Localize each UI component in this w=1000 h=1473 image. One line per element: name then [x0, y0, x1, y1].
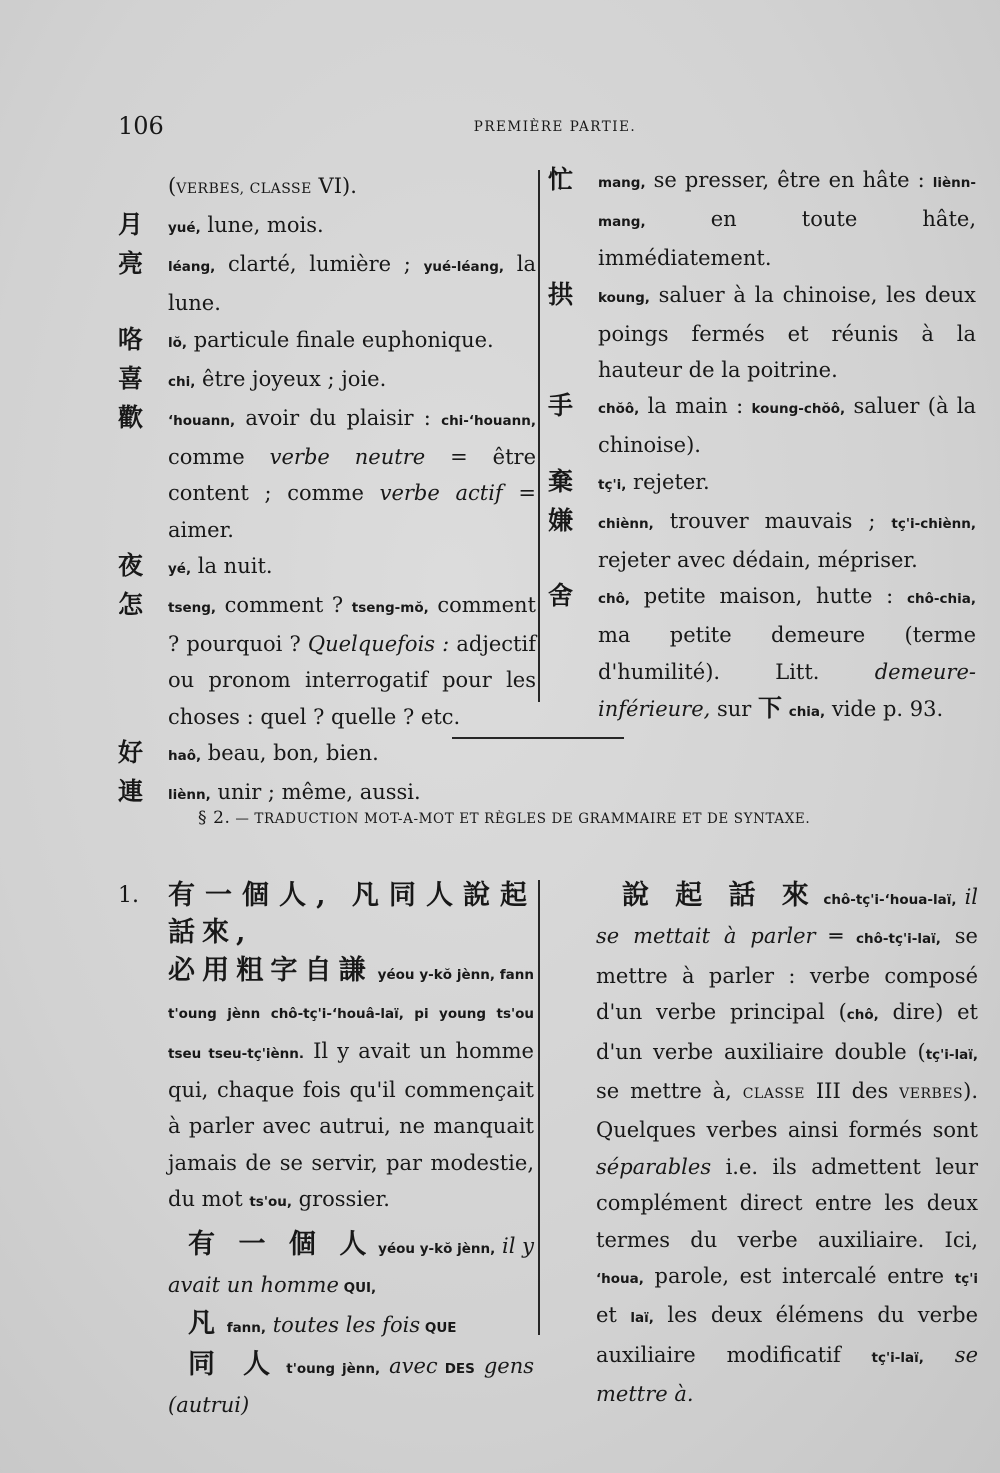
gloss-line: 凡 fann, toutes les fois QUE: [188, 1308, 457, 1340]
vocab-entry: 咯 lŏ, particule finale euphonique.: [118, 324, 494, 354]
grammar-note: 說 起 話 來 chô-tç'i-‘houa-laï, il se mettait à parler ═ chô-tç'i-laï, se mettre à parler : verbe composé d'un verbe principal (chô, dire) et d'un verbe auxiliaire double (tç'i-laï, se mettre à, CLASSE III des VERBES). Quelques verbes ainsi formés sont séparables i.e. ils admettent leur complément direct entre les deux termes du verbe auxiliaire. Ici, ‘houa, parole, est intercalé entre tç'i et laï, les deux élémens du verbe auxiliaire modificatif tç'i-laï, se mettre à.: [596, 880, 979, 1407]
chinese-character: 喜: [118, 363, 144, 393]
vocab-entry: 忙 mang, se presser, être en hâte : liènn-mang, en toute hâte, immédiatement.: [548, 165, 976, 271]
section-separator: [452, 737, 624, 739]
chinese-character: 亮: [118, 249, 144, 279]
running-head: PREMIÈRE PARTIE.: [473, 119, 637, 135]
page-number: 106: [118, 112, 164, 140]
vocab-entry: 嫌 chiènn, trouver mauvais ; tç'i-chiènn, rejeter avec dédain, mépriser.: [548, 505, 976, 573]
sentence-paragraph: 1. 有一個人, 凡同人說起話來, 必用粗字自謙 yéou y-kŏ jènn, fann t'oung jènn chô-tç'i-‘houâ-laï, pi young ts'ou tseu tseu-tç'iènn. Il y avait un homme qui, chaque fois qu'il commençait à parler avec autrui, ne manquait jamais de se servir, par modestie, du mot ts'ou, grossier.: [118, 880, 535, 1212]
chinese-character: 連: [118, 777, 144, 807]
sentence-number: 1.: [118, 883, 139, 908]
vocab-entry: 手 chŏô, la main : koung-chŏô, saluer (à la chinoise).: [548, 391, 977, 458]
chinese-character: 月: [118, 210, 144, 239]
chinese-characters: 有 一 個 人: [188, 1228, 374, 1260]
column-divider: [538, 170, 540, 702]
gloss-line: 有 一 個 人 yéou y-kŏ jènn, il y avait un homme QUI,: [168, 1228, 534, 1298]
chinese-character: 忙: [548, 165, 574, 194]
chinese-character: 下: [758, 692, 782, 722]
vocabulary-left-column: [118, 168, 536, 813]
chinese-characters: 凡: [188, 1308, 222, 1340]
chinese-character: 好: [118, 737, 144, 767]
chinese-character: 拱: [548, 279, 574, 309]
vocab-entry: 亮 léang, clarté, lumière ; yué-léang, la lune.: [118, 249, 536, 316]
vocab-entry: 月 yué, lune, mois.: [118, 210, 324, 239]
chinese-character: 怎: [118, 590, 144, 620]
vocab-entry: 拱 koung, saluer à la chinoise, les deux poings fermés et réunis à la hauteur de la poitrine.: [548, 279, 976, 383]
vocab-entry: 舍 chô, petite maison, hutte : chô-chia, ma petite demeure (terme d'humilité). Litt. demeure-inférieure, sur 下 chia, vide p. 93.: [548, 581, 976, 722]
gloss-line: 同 人 t'oung jènn, avec DES gens (autrui): [168, 1348, 534, 1418]
column-divider: [538, 880, 540, 1335]
vocab-entry: 棄 tç'i, rejeter.: [548, 466, 710, 496]
vocab-entry: 喜 chi, être joyeux ; joie.: [118, 363, 387, 393]
chinese-character: 嫌: [548, 505, 574, 535]
sentence-left-column: [118, 878, 534, 1424]
chinese-character: 棄: [548, 466, 574, 496]
chinese-sentence: 有一個人, 凡同人說起話來,: [168, 880, 534, 949]
vocab-entry: 連 liènn, unir ; même, aussi.: [118, 777, 421, 807]
chinese-character: 歡: [118, 403, 144, 433]
vocab-entry: 夜 yé, la nuit.: [118, 550, 273, 580]
vocab-entry: 好 haô, beau, bon, bien.: [118, 737, 379, 767]
column-caption: (VERBES, CLASSE VI).: [168, 174, 357, 198]
grammar-note-column: [596, 878, 978, 1413]
vocabulary-right-column: [548, 162, 976, 730]
chinese-characters: 說 起 話 來: [622, 880, 818, 911]
vocab-entry: 怎 tseng, comment ? tseng-mŏ, comment ? pourquoi ? Quelquefois : adjectif ou pronom interrogatif pour les choses : quel ? quelle ? etc.: [118, 590, 536, 729]
chinese-character: 舍: [548, 581, 574, 611]
chinese-characters: 同 人: [188, 1348, 280, 1380]
chinese-character: 夜: [118, 550, 144, 580]
chinese-character: 咯: [118, 324, 144, 354]
section-heading: § 2. — TRADUCTION MOT-A-MOT ET RÈGLES DE GRAMMAIRE ET DE SYNTAXE.: [198, 808, 811, 828]
chinese-character: 手: [548, 391, 574, 421]
chinese-sentence: 必用粗字自謙: [168, 954, 373, 986]
vocab-entry: 歡 ‘houann, avoir du plaisir : chi-‘houann, comme verbe neutre = être content ; comme verbe actif = aimer.: [118, 403, 537, 542]
